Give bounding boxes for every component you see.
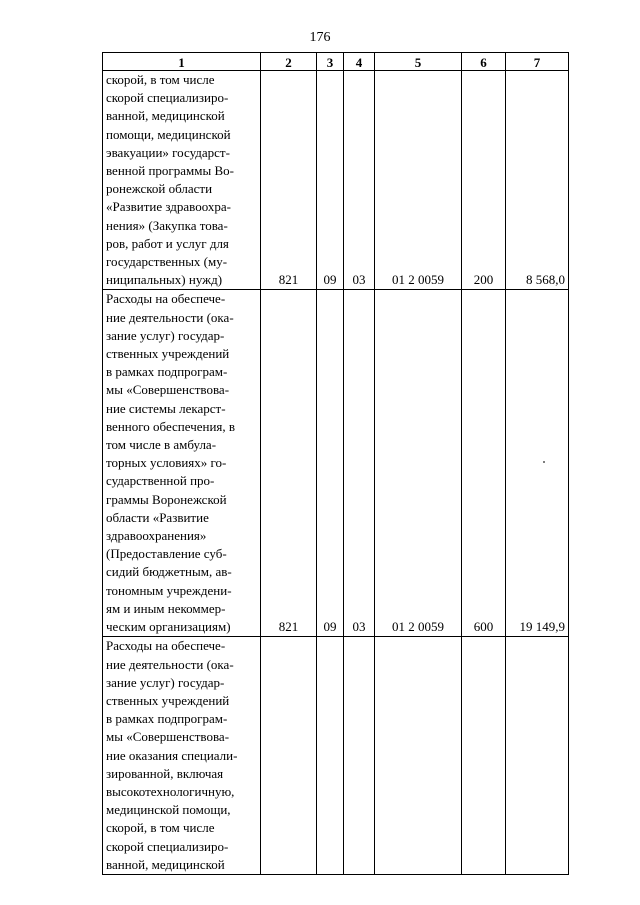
ministry-code [261,637,317,875]
col-header-6: 6 [462,53,506,71]
subsection-code: 03 [344,71,375,290]
page-number: 176 [309,30,331,45]
section-code [317,637,344,875]
desc-line: нения» (Закупка това- [106,217,228,233]
section-code: 09 [317,290,344,637]
row-description [103,71,261,290]
subsection-code [344,637,375,875]
col-header-2: 2 [261,53,317,71]
desc-line: Расходы на обеспече- [106,291,226,307]
table-row [103,637,569,875]
desc-line: ванной, медицинской [106,108,225,124]
table-row [103,290,569,637]
desc-line: зированной, включая [106,765,224,781]
amount: 8 568,0 [506,71,569,290]
desc-line: ронежской области [106,181,213,197]
desc-line: в рамках подпрограм- [106,711,228,727]
col-header-7: 7 [506,53,569,71]
desc-line: скорой специализиро- [106,90,229,106]
row-description [103,637,261,875]
desc-line: высокотехнологичную, [106,783,235,799]
amount: 19 149,9 [506,290,569,637]
ministry-code: 821 [261,71,317,290]
expense-type-code: 200 [462,71,506,290]
desc-line: тономным учреждени- [106,582,232,598]
section-code: 09 [317,71,344,290]
desc-line: торных условиях» го- [106,455,227,471]
desc-line: эвакуации» государст- [106,144,230,160]
desc-line: венного обеспечения, в [106,418,236,434]
ministry-code: 821 [261,290,317,637]
desc-line: ров, работ и услуг для [106,235,229,251]
desc-line: мы «Совершенствова- [106,729,230,745]
target-item-code [375,637,462,875]
desc-line: (Предоставление суб- [106,546,227,562]
desc-line: ственных учреждений [106,692,230,708]
desc-line: в рамках подпрограм- [106,364,228,380]
expense-type-code: 600 [462,290,506,637]
desc-line: медицинской помощи, [106,802,231,818]
desc-line: мы «Совершенствова- [106,382,230,398]
desc-line: ственных учреждений [106,346,230,362]
desc-line: скорой специализиро- [106,838,229,854]
desc-line: ние деятельности (ока- [106,656,234,672]
target-item-code: 01 2 0059 [375,71,462,290]
desc-line: ческим организациям) [106,619,231,635]
col-header-5: 5 [375,53,462,71]
header-row [103,53,569,71]
desc-line: венной программы Во- [106,163,234,179]
desc-line: ванной, медицинской [106,856,225,872]
desc-line: граммы Воронежской [106,491,227,507]
table-row [103,71,569,290]
col-header-4: 4 [344,53,375,71]
subsection-code: 03 [344,290,375,637]
desc-line: «Развитие здравоохра- [106,199,231,215]
desc-line: помощи, медицинской [106,126,231,142]
desc-line: ям и иным некоммер- [106,600,226,616]
amount [506,637,569,875]
desc-line: зание услуг) государ- [106,327,225,343]
desc-line: области «Развитие [106,509,209,525]
desc-line: ниципальных) нужд) [106,272,223,288]
target-item-code: 01 2 0059 [375,290,462,637]
desc-line: ние системы лекарст- [106,400,226,416]
desc-line: сидий бюджетным, ав- [106,564,232,580]
desc-line: здравоохранения» [106,528,207,544]
desc-line: зание услуг) государ- [106,674,225,690]
desc-line: ние оказания специали- [106,747,238,763]
desc-line: том числе в амбула- [106,437,217,453]
desc-line: ние деятельности (ока- [106,309,234,325]
desc-line: сударственной про- [106,473,215,489]
desc-line: скорой, в том числе [106,72,215,87]
expense-type-code [462,637,506,875]
desc-line: скорой, в том числе [106,820,215,836]
desc-line: государственных (му- [106,254,228,270]
col-header-1: 1 [103,53,261,71]
scan-speck [543,461,545,463]
desc-line: Расходы на обеспече- [106,638,226,654]
budget-table [102,52,569,875]
col-header-3: 3 [317,53,344,71]
row-description [103,290,261,637]
